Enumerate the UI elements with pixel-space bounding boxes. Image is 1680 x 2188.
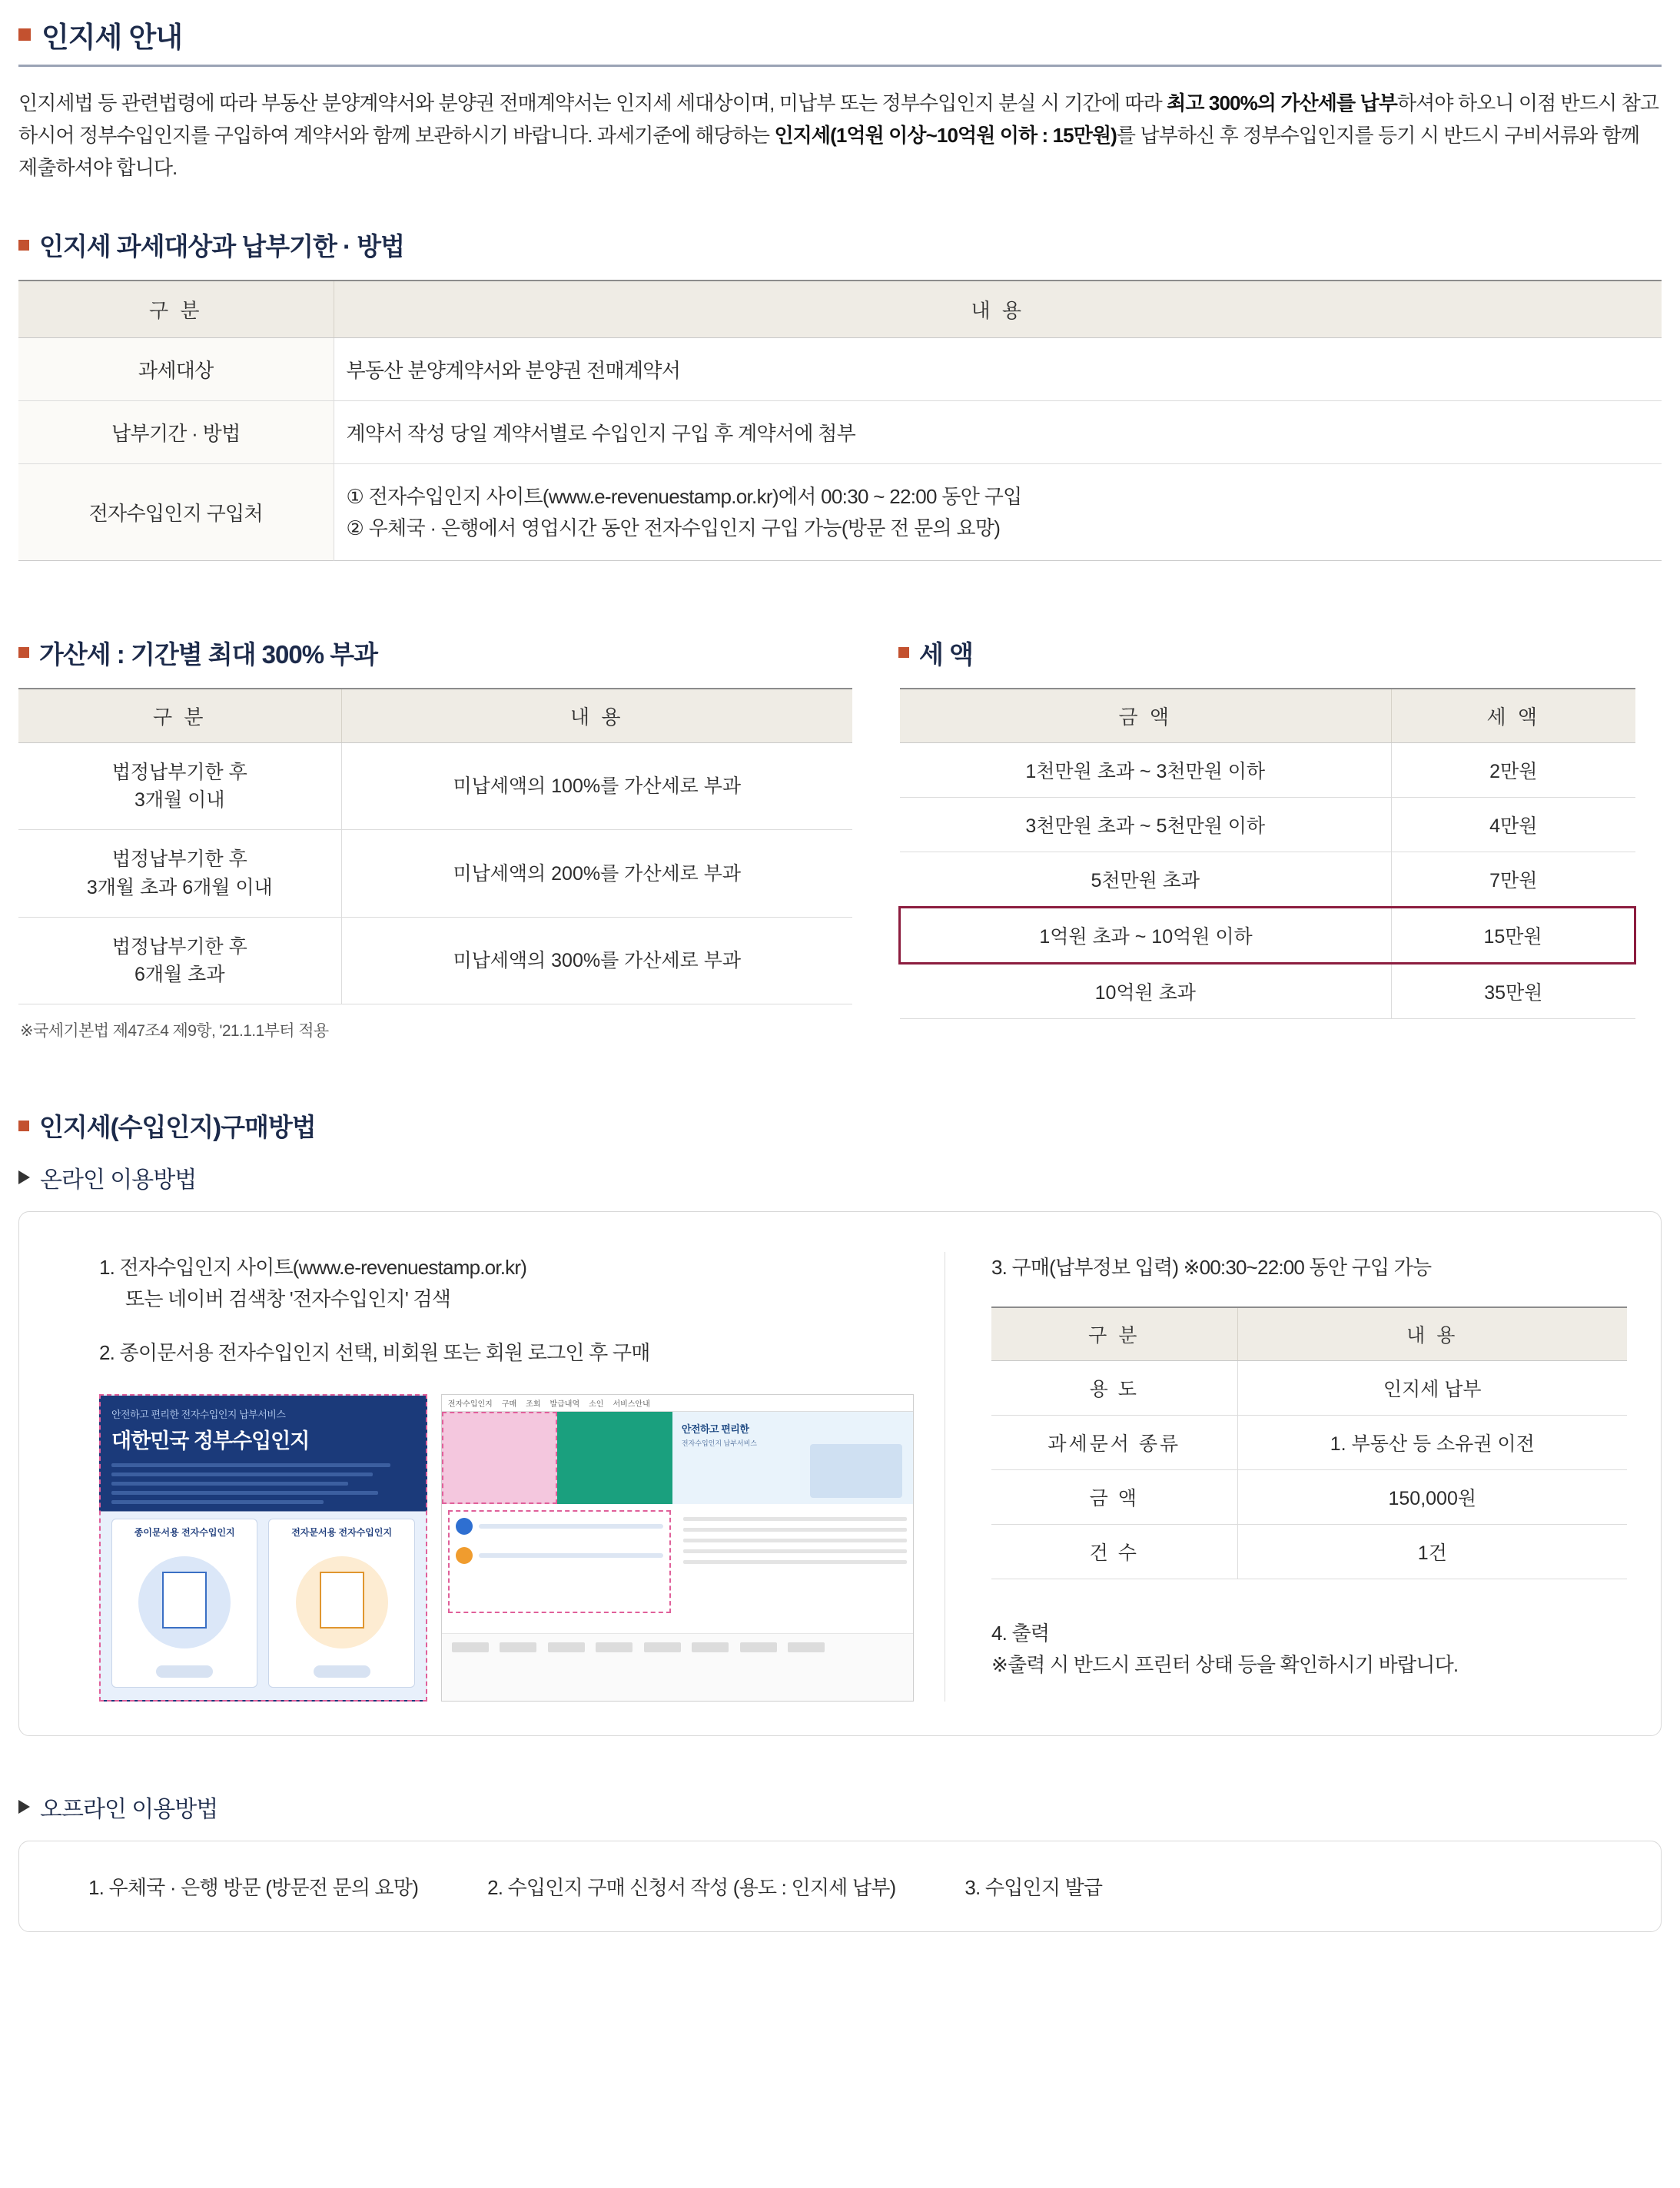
row-label: 납부기간 · 방법 bbox=[18, 401, 334, 464]
nav-item-guide: 서비스안내 bbox=[613, 1400, 650, 1409]
screenshot-row bbox=[450, 1512, 669, 1541]
screenshot-footer bbox=[442, 1633, 913, 1701]
section-title-buy-label: 인지세(수입인지)구매방법 bbox=[39, 1113, 316, 1142]
purchase-info-table bbox=[991, 1306, 1627, 1579]
intro-text-c: 하셔야 하오니 이점 반드시 참고하시어 정부수입인지를 구입하여 계약서와 함께 보관하시기 바랍니다. 과세기준에 해당하는 bbox=[18, 91, 1659, 148]
nav-item-issued: 발급내역 bbox=[549, 1400, 580, 1409]
purchase-value: 1건 bbox=[1237, 1524, 1627, 1579]
footer-logo bbox=[452, 1642, 489, 1652]
col-header-division: 구 분 bbox=[991, 1307, 1237, 1361]
amount-range: 1억원 초과 ~ 10억원 이하 bbox=[900, 907, 1392, 963]
nav-brand: 전자수입인지 bbox=[447, 1400, 493, 1409]
row-value-line-2: ② 우체국 · 은행에서 영업시간 동안 전자수입인지 구입 가능(방문 전 문의 요망) bbox=[346, 516, 1001, 540]
section-title-amount-label: 세 액 bbox=[919, 639, 973, 669]
row-label: 과세대상 bbox=[18, 338, 334, 401]
offline-step-2: 2. 수입인지 구매 신청서 작성 (용도 : 인지세 납부) bbox=[487, 1876, 896, 1900]
subsection-title-offline-label: 오프라인 이용방법 bbox=[40, 1797, 218, 1823]
penalty-period-line-2: 3개월 초과 6개월 이내 bbox=[86, 876, 273, 898]
offline-step-3: 3. 수입인지 발급 bbox=[965, 1876, 1103, 1900]
screenshot-card-group bbox=[111, 1519, 415, 1688]
intro-text-bold-1: 최고 300%의 가산세를 납부 bbox=[1167, 91, 1397, 115]
triangle-bullet-icon bbox=[18, 1800, 30, 1814]
nav-item-cancel: 소인 bbox=[589, 1400, 604, 1409]
screenshot-stamp-site-portal bbox=[441, 1394, 914, 1702]
section-title-penalty-label: 가산세 : 기간별 최대 300% 부과 bbox=[39, 639, 378, 669]
table-header-row bbox=[18, 689, 852, 743]
penalty-period-line-1: 법정납부기한 후 bbox=[111, 935, 247, 958]
square-bullet-icon bbox=[18, 240, 29, 251]
screenshot-tile-issue bbox=[557, 1412, 672, 1504]
nav-item-buy: 구매 bbox=[501, 1400, 517, 1409]
intro-text-e: 를 납부하신 후 정부수입인지를 등기 시 반드시 구비서류와 함께 제출하셔야 합니다. bbox=[18, 124, 1640, 180]
col-header-content: 내 용 bbox=[1237, 1307, 1627, 1361]
table-row-highlighted bbox=[900, 907, 1635, 963]
bullet-dot-icon bbox=[456, 1518, 473, 1535]
screenshot-hero-title: 안전하고 편리한 bbox=[681, 1423, 749, 1436]
document-icon bbox=[162, 1572, 207, 1629]
screenshot-tile-buy bbox=[442, 1412, 557, 1504]
subsection-title-online-label: 온라인 이용방법 bbox=[40, 1167, 197, 1194]
section-title-taxobject-label: 인지세 과세대상과 납부기한 · 방법 bbox=[39, 232, 404, 261]
placeholder-bar bbox=[479, 1524, 663, 1529]
screenshot-hero bbox=[442, 1412, 913, 1504]
table-row bbox=[991, 1415, 1627, 1469]
triangle-bullet-icon bbox=[18, 1170, 30, 1184]
screenshot-notice-list bbox=[683, 1510, 907, 1613]
table-header-row bbox=[18, 281, 1662, 338]
penalty-period bbox=[18, 917, 341, 1004]
online-step-1-line-2: 또는 네이버 검색창 '전자수입인지' 검색 bbox=[125, 1287, 451, 1310]
taxobject-table bbox=[18, 280, 1662, 561]
screenshot-card-electronic bbox=[268, 1519, 414, 1688]
table-header-row bbox=[991, 1307, 1627, 1361]
col-header-content: 내 용 bbox=[334, 281, 1662, 338]
table-row bbox=[900, 963, 1635, 1018]
document-icon bbox=[320, 1572, 364, 1629]
purchase-key: 건 수 bbox=[991, 1524, 1237, 1579]
online-method-box bbox=[18, 1211, 1662, 1736]
amount-tax: 7만원 bbox=[1392, 852, 1635, 907]
table-row bbox=[18, 338, 1662, 401]
screenshot-highlight-panel bbox=[448, 1510, 671, 1613]
amount-range: 1천만원 초과 ~ 3천만원 이하 bbox=[900, 742, 1392, 797]
placeholder-bar bbox=[479, 1553, 663, 1558]
row-value: 계약서 작성 당일 계약서별로 수입인지 구입 후 계약서에 첨부 bbox=[334, 401, 1662, 464]
screenshot-title: 대한민국 정부수입인지 bbox=[111, 1429, 310, 1453]
table-row bbox=[18, 401, 1662, 464]
col-header-division: 구 분 bbox=[18, 689, 341, 743]
screenshot-midsection bbox=[442, 1504, 913, 1619]
col-header-amount: 금 액 bbox=[900, 689, 1392, 743]
footer-logo bbox=[500, 1642, 536, 1652]
screenshot-card-electronic-label: 전자문서용 전자수입인지 bbox=[291, 1527, 393, 1539]
table-row bbox=[18, 464, 1662, 561]
table-row bbox=[18, 830, 852, 918]
amount-range: 10억원 초과 bbox=[900, 963, 1392, 1018]
offline-step-1: 1. 우체국 · 은행 방문 (방문전 문의 요망) bbox=[88, 1876, 419, 1900]
square-bullet-icon bbox=[18, 647, 29, 658]
offline-method-box bbox=[18, 1841, 1662, 1932]
penalty-table bbox=[18, 688, 852, 1005]
screenshot-card-button bbox=[314, 1665, 370, 1678]
section-title-taxobject bbox=[18, 227, 1662, 263]
bullet-dot-icon bbox=[456, 1547, 473, 1564]
intro-text-bold-2: 인지세(1억원 이상~10억원 이하 : 15만원) bbox=[774, 124, 1117, 148]
row-value-line-1: ① 전자수입인지 사이트(www.e-revenuestamp.or.kr)에서 00:30 ~ 22:00 동안 구입 bbox=[346, 485, 1022, 509]
col-header-tax: 세 액 bbox=[1392, 689, 1635, 743]
screenshot-hero-banner bbox=[672, 1412, 913, 1504]
penalty-and-amount-section bbox=[18, 635, 1662, 1042]
footer-logo bbox=[692, 1642, 729, 1652]
section-title-amount bbox=[898, 635, 1636, 671]
purchase-key: 과세문서 종류 bbox=[991, 1415, 1237, 1469]
purchase-value: 인지세 납부 bbox=[1237, 1360, 1627, 1415]
screenshot-stamp-site-home bbox=[99, 1394, 427, 1702]
penalty-desc: 미납세액의 300%를 가산세로 부과 bbox=[341, 917, 852, 1004]
online-step-2: 2. 종이문서용 전자수입인지 선택, 비회원 또는 회원 로그인 후 구매 bbox=[99, 1341, 650, 1365]
screenshot-card-paper-label: 종이문서용 전자수입인지 bbox=[134, 1527, 235, 1539]
row-label: 전자수입인지 구입처 bbox=[18, 464, 334, 561]
amount-range: 3천만원 초과 ~ 5천만원 이하 bbox=[900, 797, 1392, 852]
subsection-title-online bbox=[18, 1160, 1662, 1194]
purchase-value: 1. 부동산 등 소유권 이전 bbox=[1237, 1415, 1627, 1469]
row-value: 부동산 분양계약서와 분양권 전매계약서 bbox=[334, 338, 1662, 401]
screenshot-eyebrow: 안전하고 편리한 전자수입인지 납부서비스 bbox=[111, 1409, 286, 1421]
penalty-period-line-2: 3개월 이내 bbox=[134, 789, 225, 812]
nav-item-inquiry: 조회 bbox=[526, 1400, 541, 1409]
table-row bbox=[18, 742, 852, 830]
table-row bbox=[900, 852, 1635, 907]
section-title-intro bbox=[18, 14, 1662, 67]
online-step-3: 3. 구매(납부정보 입력) ※00:30~22:00 동안 구입 가능 bbox=[991, 1256, 1432, 1280]
penalty-period-line-1: 법정납부기한 후 bbox=[111, 848, 247, 871]
footer-logo bbox=[740, 1642, 777, 1652]
screenshot-row bbox=[450, 1541, 669, 1570]
amount-table bbox=[898, 688, 1636, 1019]
subsection-title-offline bbox=[18, 1790, 1662, 1824]
penalty-note: ※국세기본법 제47조4 제9항, '21.1.1부터 적용 bbox=[20, 1022, 329, 1041]
intro-text-a: 인지세법 등 관련법령에 따라 부동산 분양계약서와 분양권 전매계약서는 인지세 세대상이며, 미납부 또는 정부수입인지 분실 시 기간에 따라 bbox=[18, 91, 1167, 115]
online-right-column bbox=[976, 1252, 1627, 1702]
section-title-penalty bbox=[18, 635, 852, 671]
footer-logo bbox=[548, 1642, 585, 1652]
table-row bbox=[991, 1469, 1627, 1524]
intro-paragraph bbox=[18, 87, 1662, 184]
section-title-buy bbox=[18, 1107, 1662, 1144]
col-header-content: 내 용 bbox=[341, 689, 852, 743]
amount-column bbox=[898, 635, 1636, 1019]
purchase-value: 150,000원 bbox=[1237, 1469, 1627, 1524]
penalty-column bbox=[18, 635, 852, 1042]
square-bullet-icon bbox=[898, 647, 909, 658]
table-row bbox=[900, 742, 1635, 797]
col-header-division: 구 분 bbox=[18, 281, 334, 338]
purchase-key: 금 액 bbox=[991, 1469, 1237, 1524]
online-screenshots bbox=[99, 1394, 914, 1702]
footer-logo bbox=[644, 1642, 681, 1652]
penalty-period-line-1: 법정납부기한 후 bbox=[111, 761, 247, 783]
penalty-period-line-2: 6개월 초과 bbox=[134, 964, 225, 986]
penalty-period bbox=[18, 830, 341, 918]
screenshot-card-button bbox=[156, 1665, 213, 1678]
penalty-period bbox=[18, 742, 341, 830]
online-left-column bbox=[53, 1252, 914, 1702]
amount-tax: 2만원 bbox=[1392, 742, 1635, 797]
amount-tax: 35만원 bbox=[1392, 963, 1635, 1018]
table-row bbox=[991, 1524, 1627, 1579]
table-row bbox=[18, 917, 852, 1004]
table-header-row bbox=[900, 689, 1635, 743]
online-step-4-line-1: 4. 출력 bbox=[991, 1621, 1050, 1645]
footer-logo bbox=[788, 1642, 825, 1652]
online-step-4 bbox=[991, 1618, 1627, 1682]
table-row bbox=[991, 1360, 1627, 1415]
row-value bbox=[334, 464, 1662, 561]
online-step-1 bbox=[99, 1252, 914, 1314]
table-row bbox=[900, 797, 1635, 852]
screenshot-body-lines bbox=[111, 1463, 415, 1504]
screenshot-hero-subtitle: 전자수입인지 납부서비스 bbox=[681, 1439, 757, 1448]
screenshot-card-paper bbox=[111, 1519, 257, 1688]
square-bullet-icon bbox=[18, 28, 31, 41]
section-title-intro-label: 인지세 안내 bbox=[42, 22, 182, 53]
online-step-1-line-1: 1. 전자수입인지 사이트(www.e-revenuestamp.or.kr) bbox=[99, 1256, 527, 1280]
laptop-illustration-icon bbox=[810, 1444, 902, 1498]
screenshot-navbar bbox=[442, 1395, 913, 1412]
online-step-4-line-2: ※출력 시 반드시 프린터 상태 등을 확인하시기 바랍니다. bbox=[991, 1653, 1459, 1677]
footer-logo bbox=[596, 1642, 632, 1652]
amount-range: 5천만원 초과 bbox=[900, 852, 1392, 907]
purchase-key: 용 도 bbox=[991, 1360, 1237, 1415]
penalty-desc: 미납세액의 100%를 가산세로 부과 bbox=[341, 742, 852, 830]
amount-tax: 4만원 bbox=[1392, 797, 1635, 852]
penalty-desc: 미납세액의 200%를 가산세로 부과 bbox=[341, 830, 852, 918]
amount-tax: 15만원 bbox=[1392, 907, 1635, 963]
square-bullet-icon bbox=[18, 1121, 29, 1131]
